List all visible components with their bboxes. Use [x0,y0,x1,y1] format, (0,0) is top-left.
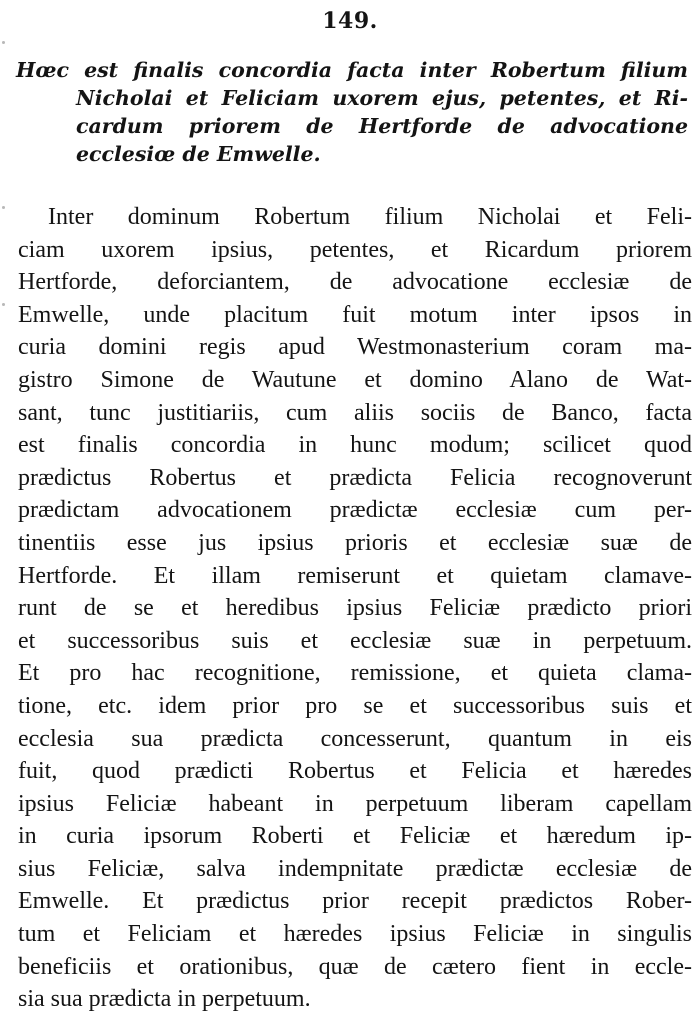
text-line: sia sua prædicta in perpetuum. [18,986,311,1013]
text-line: tione, etc. idem prior pro se et successoribus suis et [18,692,692,719]
text-line: gistro Simone de Wautune et domino Alano de Wat- [18,366,692,393]
text-line: et successoribus suis et ecclesiæ suæ in perpetuum. [18,627,692,654]
scan-speck [2,41,5,44]
heading-line: Hœc est finalis concordia facta inter Robertum filium [16,58,688,82]
text-line: Et pro hac recognitione, remissione, et quieta clama- [18,660,692,687]
text-line: Hertforde. Et illam remiserunt et quietam clamave- [18,562,692,589]
charter-text [18,201,692,1016]
heading-line: Nicholai et Feliciam uxorem ejus, petentes, et Ri- [76,86,688,110]
scan-speck [2,303,5,306]
text-line: sius Feliciæ, salva indempnitate prædictæ ecclesiæ de [18,855,692,882]
text-line: Hertforde, deforciantem, de advocatione ecclesiæ de [18,269,692,296]
text-line: ipsius Feliciæ habeant in perpetuum liberam capellam [18,790,692,817]
text-line: prædictam advocationem prædictæ ecclesiæ cum per- [18,497,692,524]
text-line: prædictus Robertus et prædicta Felicia recognoverunt [18,464,692,491]
text-line: runt de se et heredibus ipsius Feliciæ prædicto priori [18,595,692,622]
text-line: sant, tunc justitiariis, cum aliis sociis de Banco, facta [18,399,692,426]
text-line: fuit, quod prædicti Robertus et Felicia et hæredes [18,758,692,785]
scan-speck [2,206,5,209]
text-line: in curia ipsorum Roberti et Feliciæ et hæredum ip- [18,823,692,850]
text-line: tum et Feliciam et hæredes ipsius Feliciæ in singulis [18,921,692,948]
heading-line: cardum priorem de Hertforde de advocatione [76,114,688,138]
page-number: 149. [322,8,378,34]
text-line: beneficiis et orationibus, quæ de cætero fient in eccle- [18,953,692,980]
text-line: tinentiis esse jus ipsius prioris et ecclesiæ suæ de [18,529,692,556]
text-line: Inter dominum Robertum filium Nicholai et Feli- [48,204,692,230]
text-line: est finalis concordia in hunc modum; scilicet quod [18,432,692,459]
heading-line: ecclesiœ de Emwelle. [76,142,321,166]
entry-heading [16,56,688,168]
text-line: Emwelle, unde placitum fuit motum inter ipsos in [18,301,692,328]
text-line: ciam uxorem ipsius, petentes, et Ricardum priorem [18,236,692,263]
text-line: curia domini regis apud Westmonasterium coram ma- [18,334,692,361]
text-line: Emwelle. Et prædictus prior recepit prædictos Rober- [18,888,692,915]
text-line: ecclesia sua prædicta concesserunt, quantum in eis [18,725,692,752]
